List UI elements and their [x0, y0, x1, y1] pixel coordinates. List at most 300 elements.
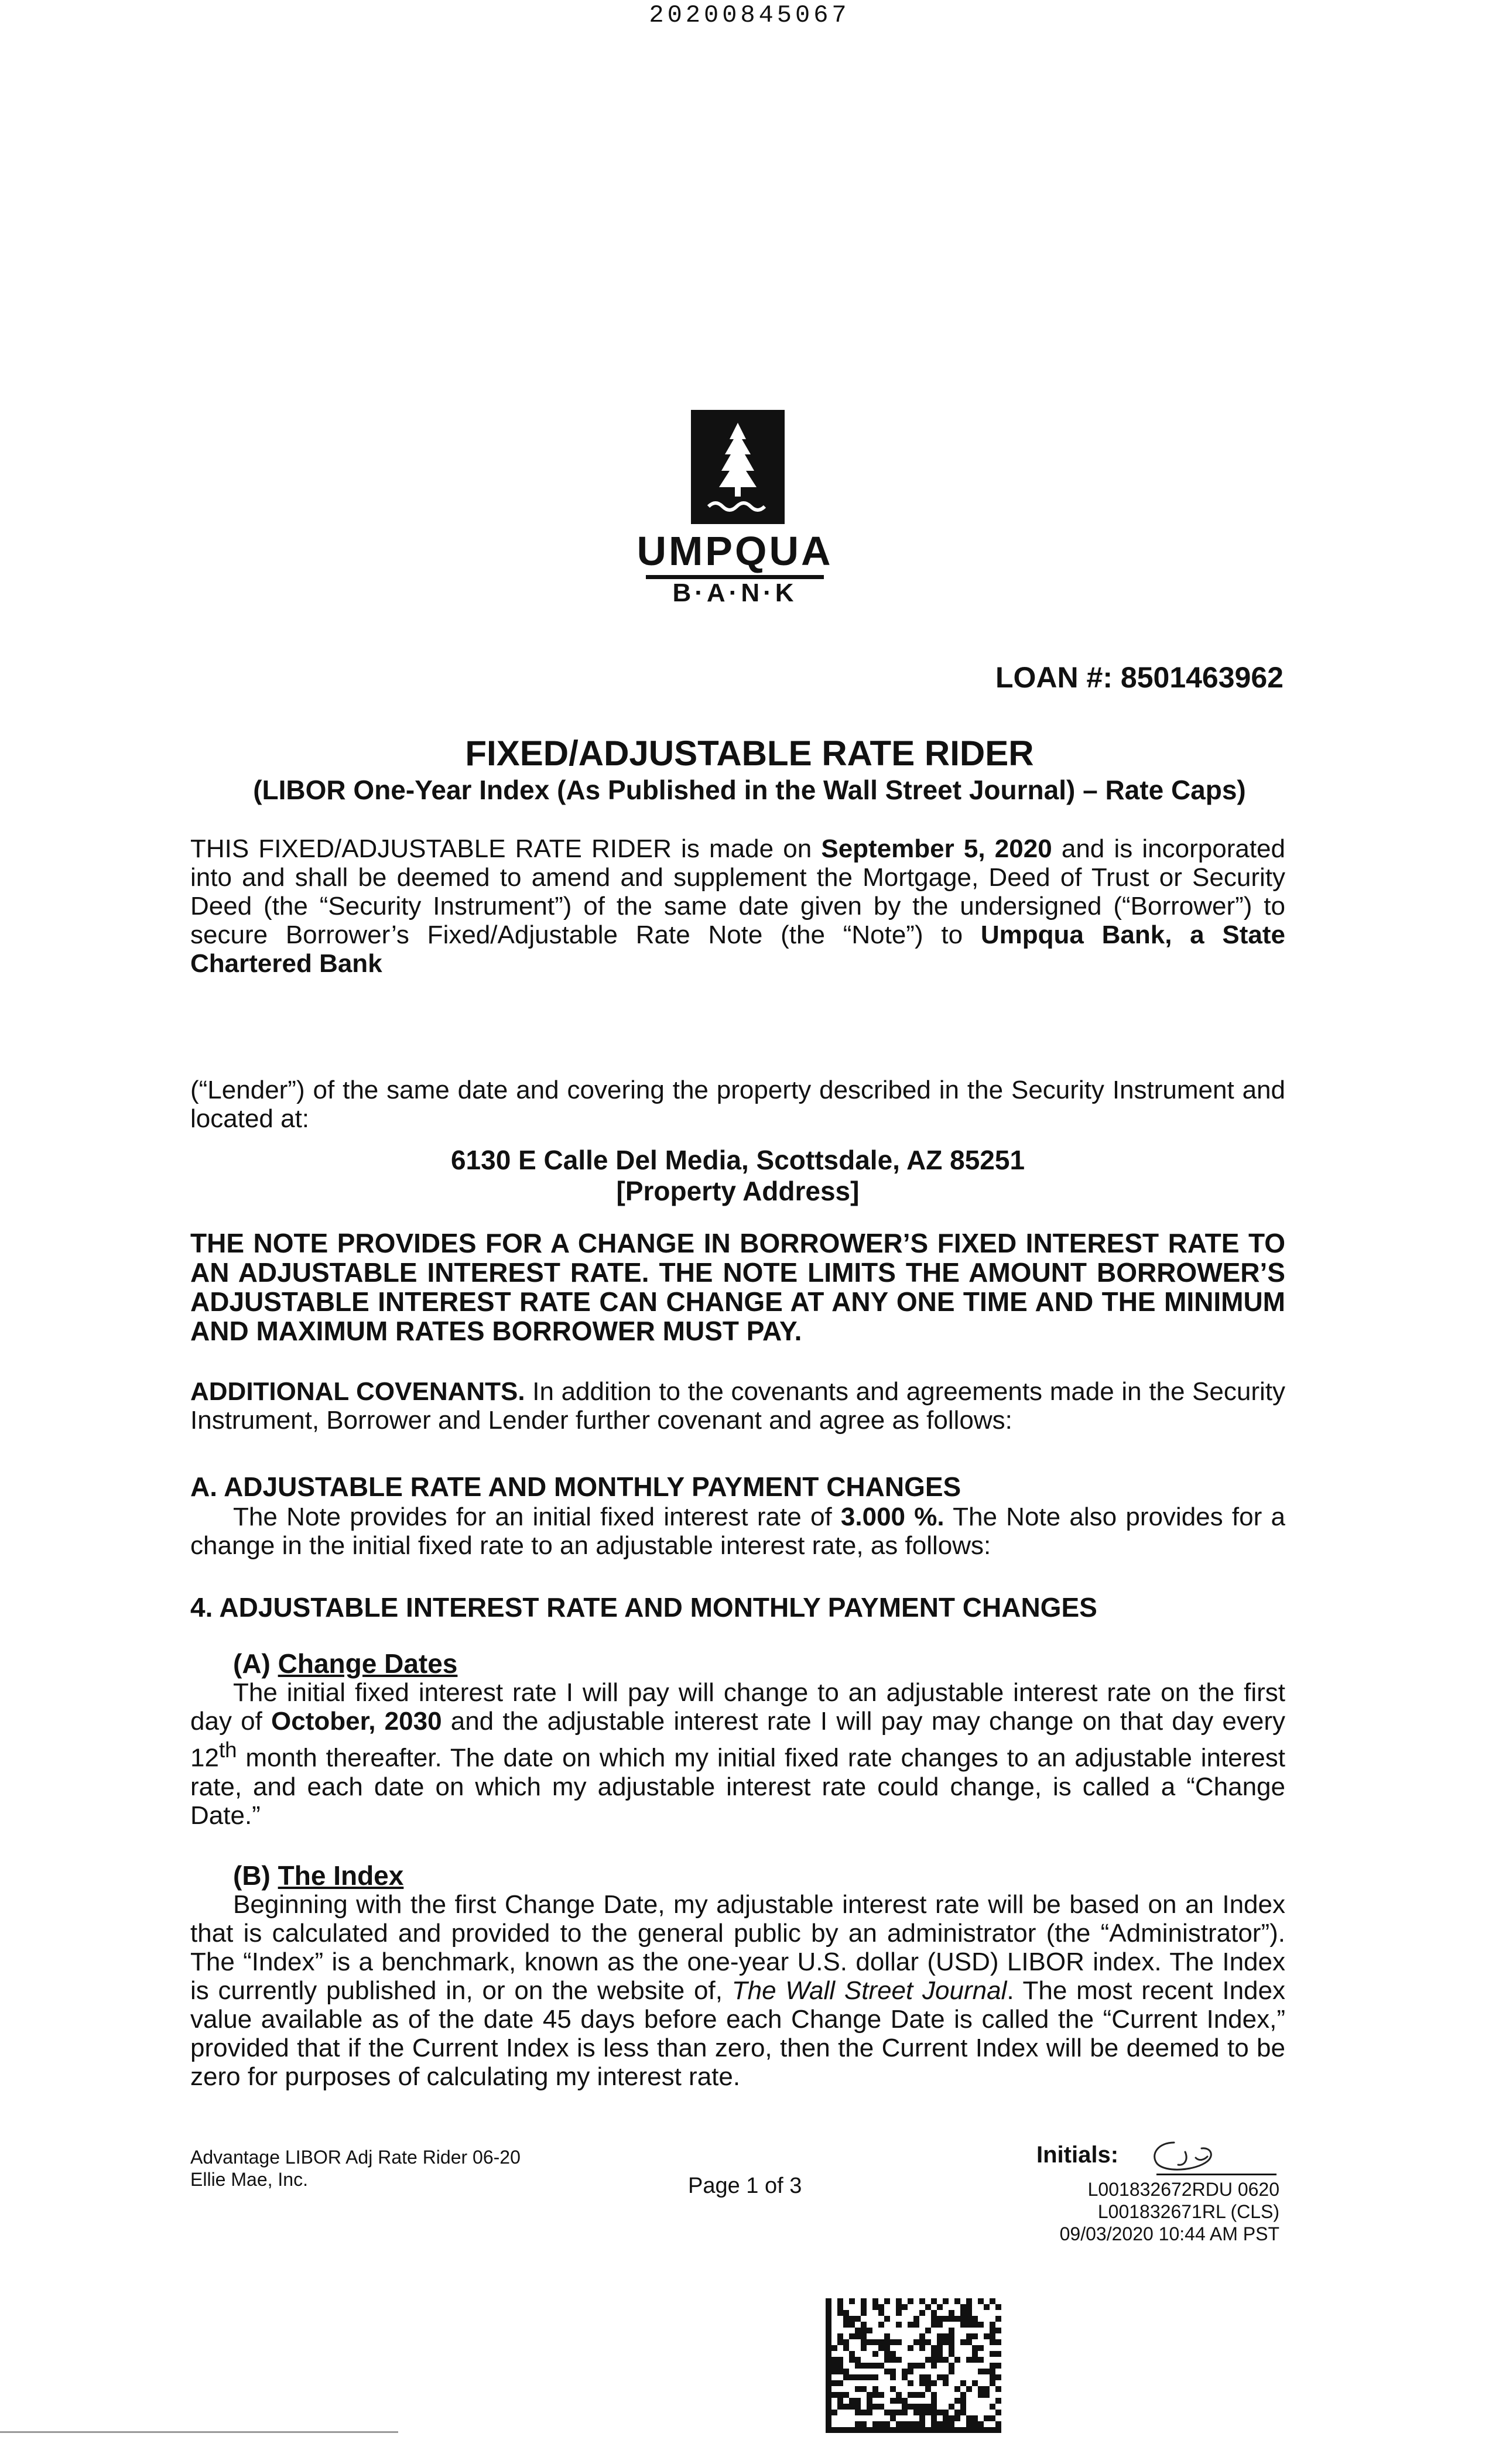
barcode-module: [884, 2351, 890, 2357]
barcode-module: [902, 2427, 908, 2433]
barcode-module: [896, 2410, 902, 2415]
barcode-module: [966, 2333, 972, 2339]
index-text-1: Beginning with the first Change Date, my adjustable interest rate will be based on an Index that is calculated and provided to the general public by an administrator (the “Administrator”). The “Index” is a benchmark, known as the one-year U.S. dollar (USD) LIBOR index. The Index is currently published in, or on the website of,: [190, 1890, 1285, 2005]
barcode-module: [995, 2328, 1001, 2333]
property-address: 6130 E Calle Del Media, Scottsdale, AZ 85251: [450, 1145, 1025, 1175]
barcode-module: [843, 2310, 849, 2316]
barcode-module: [943, 2339, 949, 2345]
barcode-module: [884, 2357, 890, 2363]
barcode-module: [831, 2363, 837, 2369]
barcode-module: [855, 2427, 861, 2433]
change-dates-text-1: The initial fixed interest rate I will pay will change to an adjustable interest rate on the first day of: [190, 1678, 1285, 1736]
barcode-module: [931, 2357, 937, 2363]
barcode-module: [990, 2374, 995, 2380]
barcode-module: [919, 2374, 925, 2380]
barcode-module: [884, 2333, 890, 2339]
barcode-module: [872, 2304, 878, 2310]
barcode-module: [913, 2427, 919, 2433]
barcode-module: [826, 2398, 831, 2404]
barcode-module: [890, 2386, 896, 2392]
barcode-module: [966, 2322, 972, 2328]
barcode-module: [837, 2357, 843, 2363]
barcode-module: [949, 2404, 954, 2410]
footer-codes: [995, 2178, 1279, 2245]
intro-text-1: THIS FIXED/ADJUSTABLE RATE RIDER is made on: [190, 834, 822, 863]
barcode-module: [902, 2369, 908, 2374]
barcode-module: [826, 2410, 831, 2415]
barcode-module: [990, 2369, 995, 2374]
pine-tree-logo-icon: [691, 410, 785, 524]
index-title: The Index: [278, 1860, 404, 1891]
barcode-module: [890, 2369, 896, 2374]
barcode-module: [826, 2345, 831, 2351]
change-dates-text-2: and the adjustable interest rate I will pay may change on that day every 12: [190, 1707, 1285, 1772]
barcode-module: [878, 2427, 884, 2433]
print-timestamp: 09/03/2020 10:44 AM PST: [1059, 2223, 1279, 2244]
barcode-module: [984, 2386, 990, 2392]
barcode-module: [966, 2316, 972, 2322]
barcode-module: [826, 2369, 831, 2374]
barcode-module: [878, 2404, 884, 2410]
barcode-module: [995, 2339, 1001, 2345]
barcode-module: [995, 2410, 1001, 2415]
barcode-module: [990, 2322, 995, 2328]
barcode-module: [872, 2427, 878, 2433]
barcode-module: [960, 2392, 966, 2398]
barcode-module: [826, 2333, 831, 2339]
barcode-module: [826, 2415, 831, 2421]
barcode-module: [837, 2310, 843, 2316]
lender-paragraph: (“Lender”) of the same date and covering the property described in the Security Instrument and located at:: [190, 1076, 1285, 1133]
barcode-module: [913, 2404, 919, 2410]
barcode-module: [849, 2398, 855, 2404]
barcode-module: [937, 2421, 943, 2427]
logo-subtitle: B·A·N·K: [672, 579, 798, 607]
barcode-module: [884, 2316, 890, 2322]
additional-covenants: [190, 1377, 1285, 1435]
barcode-module: [995, 2386, 1001, 2392]
barcode-module: [884, 2345, 890, 2351]
barcode-module: [843, 2345, 849, 2351]
barcode-module: [908, 2345, 913, 2351]
barcode-module: [949, 2339, 954, 2345]
barcode-module: [861, 2304, 867, 2310]
barcode-module: [990, 2298, 995, 2304]
barcode-module: [837, 2398, 843, 2404]
barcode-module: [837, 2304, 843, 2310]
barcode-module: [972, 2421, 978, 2427]
barcode-module: [826, 2322, 831, 2328]
barcode-module: [843, 2392, 849, 2398]
covenants-label: ADDITIONAL COVENANTS.: [190, 1377, 525, 1406]
barcode-module: [966, 2339, 972, 2345]
barcode-module: [837, 2404, 843, 2410]
section-a-text-1: The Note provides for an initial fixed interest rate of: [233, 1503, 841, 1531]
barcode-module: [919, 2345, 925, 2351]
barcode-module: [837, 2298, 843, 2304]
barcode-module: [908, 2380, 913, 2386]
barcode-module: [960, 2410, 966, 2415]
barcode-module: [878, 2339, 884, 2345]
page-number: Page 1 of 3: [688, 2174, 802, 2198]
barcode-module: [896, 2392, 902, 2398]
barcode-module: [931, 2345, 937, 2351]
barcode-module: [826, 2357, 831, 2363]
barcode-module: [872, 2386, 878, 2392]
section-a-text-2: The Note also provides for a change in the initial fixed rate to an adjustable interest rate, as follows:: [190, 1503, 1285, 1560]
change-dates-paragraph: [190, 1678, 1285, 1830]
barcode-module: [990, 2363, 995, 2369]
form-code-2: L001832671RL (CLS): [1097, 2201, 1279, 2222]
barcode-module: [855, 2386, 861, 2392]
index-text-2: . The most recent Index value available as of the date 45 days before each Change Date is called the “Current Index,” provided that if the Current Index is less than zero, then the Current Index will be deemed to be zero for purposes of calculating my interest rate.: [190, 1976, 1285, 2091]
barcode-module: [826, 2328, 831, 2333]
barcode-module: [837, 2369, 843, 2374]
barcode-module: [931, 2404, 937, 2410]
barcode-module: [855, 2374, 861, 2380]
form-name: Advantage LIBOR Adj Rate Rider 06-20: [190, 2147, 521, 2168]
barcode-module: [872, 2392, 878, 2398]
bottom-edge-line: [0, 2431, 398, 2433]
barcode-module: [837, 2333, 843, 2339]
barcode-module: [908, 2369, 913, 2374]
barcode-module: [826, 2316, 831, 2322]
barcode-module: [978, 2427, 984, 2433]
barcode-module: [925, 2304, 931, 2310]
barcode-module: [890, 2374, 896, 2380]
barcode-module: [861, 2421, 867, 2427]
barcode-module: [902, 2374, 908, 2380]
barcode-module: [949, 2345, 954, 2351]
barcode-module: [925, 2328, 931, 2333]
barcode-module: [943, 2427, 949, 2433]
barcode-module: [843, 2374, 849, 2380]
barcode-module: [878, 2310, 884, 2316]
barcode-module: [960, 2427, 966, 2433]
barcode-module: [966, 2386, 972, 2392]
document-number: 20200845067: [649, 1, 850, 29]
barcode-module: [843, 2316, 849, 2322]
barcode-module: [995, 2351, 1001, 2357]
barcode-module: [861, 2363, 867, 2369]
barcode-module: [995, 2374, 1001, 2380]
barcode-module: [978, 2369, 984, 2374]
barcode-module: [913, 2322, 919, 2328]
section-4-heading: 4. ADJUSTABLE INTEREST RATE AND MONTHLY PAYMENT CHANGES: [190, 1592, 1097, 1623]
index-letter: (B): [233, 1860, 271, 1891]
barcode-module: [849, 2351, 855, 2357]
barcode-module: [954, 2386, 960, 2392]
barcode-module: [867, 2427, 872, 2433]
barcode-module: [919, 2415, 925, 2421]
barcode-module: [972, 2351, 978, 2357]
barcode-module: [978, 2322, 984, 2328]
barcode-module: [878, 2392, 884, 2398]
barcode-module: [837, 2363, 843, 2369]
barcode-module: [995, 2398, 1001, 2404]
barcode-module: [937, 2339, 943, 2345]
barcode-module: [972, 2316, 978, 2322]
barcode-module: [925, 2357, 931, 2363]
barcode-module: [855, 2421, 861, 2427]
barcode-module: [995, 2427, 1001, 2433]
barcode-module: [972, 2357, 978, 2363]
barcode-module: [972, 2345, 978, 2351]
barcode-module: [867, 2398, 872, 2404]
barcode-module: [867, 2363, 872, 2369]
barcode-module: [990, 2328, 995, 2333]
barcode-module: [890, 2357, 896, 2363]
barcode-module: [937, 2304, 943, 2310]
barcode-module: [925, 2410, 931, 2415]
barcode-module: [919, 2363, 925, 2369]
section-a-heading: A. ADJUSTABLE RATE AND MONTHLY PAYMENT CHANGES: [190, 1471, 961, 1502]
barcode-module: [861, 2345, 867, 2351]
barcode-module: [984, 2304, 990, 2310]
barcode-module: [943, 2410, 949, 2415]
barcode-module: [908, 2363, 913, 2369]
barcode-module: [966, 2304, 972, 2310]
barcode-module: [978, 2357, 984, 2363]
loan-number: LOAN #: 8501463962: [995, 661, 1284, 694]
barcode-module: [896, 2310, 902, 2316]
initials-signature: [1142, 2134, 1224, 2176]
barcode-module: [849, 2357, 855, 2363]
barcode-module: [890, 2415, 896, 2421]
barcode-module: [943, 2357, 949, 2363]
barcode-module: [867, 2410, 872, 2415]
barcode-module: [855, 2410, 861, 2415]
barcode-module: [861, 2322, 867, 2328]
barcode-module: [872, 2374, 878, 2380]
barcode-module: [896, 2298, 902, 2304]
barcode-module: [878, 2322, 884, 2328]
barcode-module: [990, 2427, 995, 2433]
barcode-module: [913, 2421, 919, 2427]
barcode-module: [878, 2304, 884, 2310]
barcode-module: [937, 2333, 943, 2339]
barcode-module: [960, 2304, 966, 2310]
vendor-name: Ellie Mae, Inc.: [190, 2169, 308, 2190]
barcode-module: [931, 2410, 937, 2415]
barcode-module: [843, 2322, 849, 2328]
logo-wordmark: UMPQUA: [636, 528, 833, 574]
barcode-module: [861, 2310, 867, 2316]
barcode-module: [954, 2316, 960, 2322]
barcode-module: [954, 2415, 960, 2421]
barcode-module: [943, 2374, 949, 2380]
barcode-module: [843, 2427, 849, 2433]
intro-text-2: and is incorporated into and shall be deemed to amend and supplement the Mortgage, Deed of Trust or Security Deed (the “Security Instrument”) of the same date given by the undersigned (“Borrower”) to secure Borrower’s Fixed/Adjustable Rate Note (the “Note”) to: [190, 834, 1285, 949]
barcode-module: [849, 2374, 855, 2380]
barcode-module: [925, 2380, 931, 2386]
initials-label: Initials:: [1036, 2142, 1119, 2168]
covenants-text: In addition to the covenants and agreements made in the Security Instrument, Borrower and Lender further covenant and agree as follows:: [190, 1377, 1285, 1435]
barcode-module: [949, 2316, 954, 2322]
barcode-module: [867, 2404, 872, 2410]
barcode-module: [949, 2427, 954, 2433]
barcode-module: [861, 2427, 867, 2433]
barcode-module: [884, 2421, 890, 2427]
barcode-module: [931, 2398, 937, 2404]
barcode-module: [872, 2404, 878, 2410]
barcode-module: [949, 2415, 954, 2421]
footer-form-info: [190, 2146, 521, 2191]
barcode-module: [884, 2369, 890, 2374]
barcode-module: [861, 2339, 867, 2345]
barcode-module: [826, 2374, 831, 2380]
barcode-module: [949, 2310, 954, 2316]
barcode-module: [884, 2298, 890, 2304]
document-title: FIXED/ADJUSTABLE RATE RIDER: [465, 734, 1034, 773]
barcode-module: [913, 2316, 919, 2322]
barcode-module: [855, 2316, 861, 2322]
barcode-module: [995, 2304, 1001, 2310]
form-code-1: L001832672RDU 0620: [1087, 2179, 1279, 2200]
barcode-module: [872, 2421, 878, 2427]
barcode-module: [919, 2404, 925, 2410]
lender-name: Umpqua Bank, a State Chartered Bank: [190, 920, 1286, 978]
barcode-module: [902, 2404, 908, 2410]
barcode-module: [878, 2421, 884, 2427]
barcode-module: [949, 2369, 954, 2374]
barcode-module: [943, 2380, 949, 2386]
document-subtitle: (LIBOR One-Year Index (As Published in the Wall Street Journal) – Rate Caps): [253, 775, 1246, 805]
barcode-module: [831, 2380, 837, 2386]
umpqua-bank-logo: [635, 410, 834, 607]
barcode-module: [954, 2398, 960, 2404]
barcode-module: [908, 2421, 913, 2427]
barcode-module: [849, 2333, 855, 2339]
barcode-module: [984, 2392, 990, 2398]
barcode-module: [937, 2357, 943, 2363]
barcode-module: [925, 2339, 931, 2345]
barcode-module: [931, 2322, 937, 2328]
barcode-module: [925, 2427, 931, 2433]
barcode-module: [972, 2415, 978, 2421]
barcode-module: [826, 2363, 831, 2369]
barcode-module: [919, 2392, 925, 2398]
barcode-module: [949, 2363, 954, 2369]
barcode-module: [972, 2427, 978, 2433]
barcode-module: [861, 2410, 867, 2415]
barcode-module: [896, 2398, 902, 2404]
barcode-module: [861, 2374, 867, 2380]
barcode-module: [896, 2427, 902, 2433]
barcode-module: [890, 2339, 896, 2345]
barcode-module: [990, 2380, 995, 2386]
barcode-module: [826, 2298, 831, 2304]
barcode-module: [984, 2369, 990, 2374]
barcode-module: [831, 2410, 837, 2415]
barcode-module: [826, 2380, 831, 2386]
barcode-module: [931, 2427, 937, 2433]
barcode-module: [849, 2316, 855, 2322]
barcode-module: [919, 2421, 925, 2427]
barcode-module: [890, 2351, 896, 2357]
barcode-module: [990, 2339, 995, 2345]
barcode-module: [867, 2339, 872, 2345]
barcode-module: [837, 2427, 843, 2433]
barcode-module: [826, 2386, 831, 2392]
barcode-module: [826, 2351, 831, 2357]
barcode-module: [837, 2380, 843, 2386]
barcode-module: [826, 2421, 831, 2427]
barcode-module: [867, 2392, 872, 2398]
barcode-module: [837, 2339, 843, 2345]
barcode-module: [960, 2339, 966, 2345]
barcode-module: [966, 2310, 972, 2316]
barcode-module: [913, 2339, 919, 2345]
section-a-paragraph: [190, 1503, 1285, 1560]
barcode-module: [826, 2392, 831, 2398]
barcode-module: [949, 2351, 954, 2357]
barcode-module: [960, 2380, 966, 2386]
barcode-module: [966, 2298, 972, 2304]
barcode-module: [919, 2298, 925, 2304]
barcode-module: [943, 2316, 949, 2322]
barcode-module: [931, 2351, 937, 2357]
barcode-module: [855, 2398, 861, 2404]
barcode-module: [943, 2298, 949, 2304]
index-publication: The Wall Street Journal: [731, 1976, 1007, 2005]
barcode-module: [826, 2404, 831, 2410]
barcode-module: [954, 2410, 960, 2415]
barcode-module: [913, 2392, 919, 2398]
barcode-module: [919, 2310, 925, 2316]
barcode-module: [902, 2410, 908, 2415]
barcode-module: [943, 2415, 949, 2421]
barcode-module: [995, 2421, 1001, 2427]
barcode-module: [843, 2339, 849, 2345]
barcode-module: [831, 2357, 837, 2363]
barcode-module: [984, 2427, 990, 2433]
change-dates-title: Change Dates: [278, 1648, 458, 1679]
barcode-module: [978, 2421, 984, 2427]
barcode-module: [990, 2404, 995, 2410]
barcode-module: [931, 2316, 937, 2322]
barcode-module: [861, 2298, 867, 2304]
2d-barcode-icon: [826, 2298, 1001, 2436]
rider-date: September 5, 2020: [821, 834, 1052, 863]
barcode-module: [919, 2380, 925, 2386]
barcode-module: [966, 2427, 972, 2433]
barcode-module: [896, 2421, 902, 2427]
barcode-module: [949, 2328, 954, 2333]
barcode-module: [878, 2345, 884, 2351]
change-dates-letter: (A): [233, 1648, 271, 1679]
barcode-module: [949, 2333, 954, 2339]
barcode-module: [831, 2427, 837, 2433]
barcode-module: [849, 2427, 855, 2433]
barcode-module: [855, 2328, 861, 2333]
barcode-module: [960, 2398, 966, 2404]
barcode-module: [937, 2410, 943, 2415]
barcode-module: [826, 2339, 831, 2345]
first-change-date: October, 2030: [271, 1707, 442, 1736]
barcode-module: [931, 2310, 937, 2316]
barcode-module: [978, 2392, 984, 2398]
ordinal-suffix: th: [218, 1738, 237, 1762]
barcode-module: [896, 2322, 902, 2328]
barcode-module: [966, 2357, 972, 2363]
barcode-module: [919, 2339, 925, 2345]
barcode-module: [984, 2333, 990, 2339]
barcode-module: [890, 2427, 896, 2433]
barcode-module: [995, 2316, 1001, 2322]
barcode-module: [908, 2404, 913, 2410]
barcode-module: [902, 2421, 908, 2427]
